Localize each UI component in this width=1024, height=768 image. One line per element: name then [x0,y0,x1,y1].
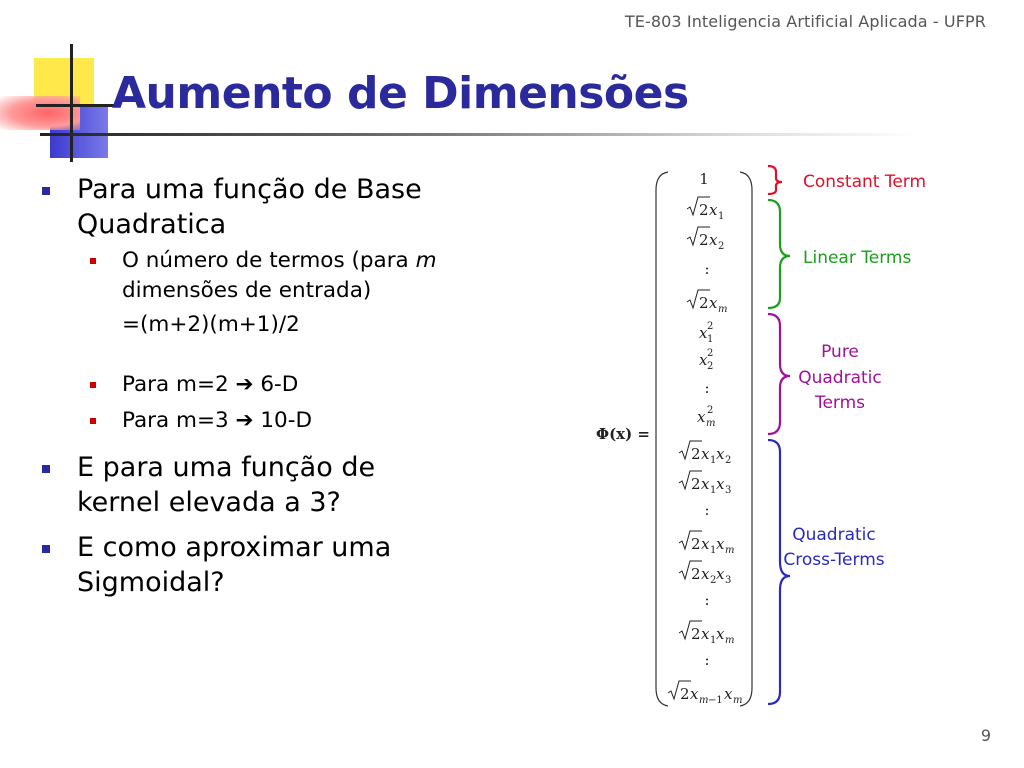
svg-text:3: 3 [725,485,732,496]
label-cross-1: Quadratic [792,525,876,545]
svg-text:2: 2 [707,348,714,359]
svg-text:x: x [716,565,725,583]
svg-text:x: x [699,351,708,369]
bullet-square-icon [42,187,50,195]
svg-text:2: 2 [699,294,709,312]
dots-4: : [704,591,710,609]
arrow-right-icon: ➔ [235,372,254,397]
svg-text:1: 1 [710,485,717,496]
svg-text:m: m [699,695,709,706]
svg-text:2: 2 [691,625,701,643]
bullet-sigmoid: E como aproximar uma Sigmoidal? [40,530,510,600]
svg-text:x: x [690,685,699,703]
entry-x2-squared [699,348,713,372]
entry-sqrt2-x1x2 [679,441,731,466]
label-pure-3: Terms [814,393,866,413]
vector-entries [668,170,742,706]
sub-bullets [77,246,510,436]
svg-text:m: m [725,635,735,646]
bullet-square-icon [42,545,50,553]
bullet-list [40,172,510,610]
entry-xm-squared [697,405,715,429]
svg-text:m: m [706,418,716,429]
sub-bullet-m2: Para m=2 ➔ 6-D [77,370,510,400]
svg-text:x: x [701,625,710,643]
svg-text:x: x [709,294,718,312]
brace-pure [768,314,790,434]
svg-text:x: x [709,201,718,219]
svg-text:x: x [709,231,718,249]
phi-lhs: Φ(x) = [596,425,650,443]
svg-text:x: x [701,565,710,583]
bullet-cubic-kernel: E para uma função de kernel elevada a 3? [40,450,510,520]
dots-2: : [704,379,710,397]
svg-text:2: 2 [691,445,701,463]
label-linear-terms: Linear Terms [803,248,912,268]
sub-bullet-term-count: O número de termos (para m dimensões de entrada) [77,246,510,306]
entry-sqrt2-x1x3 [679,471,731,496]
svg-text:m: m [718,304,728,315]
svg-text:2: 2 [691,565,701,583]
svg-text:x: x [716,535,725,553]
svg-text:2: 2 [707,405,714,416]
svg-text:2: 2 [718,241,725,252]
term-count-formula: =(m+2)(m+1)/2 [122,312,300,337]
sub-bullet-m3: Para m=3 ➔ 10-D [77,406,510,436]
dots-3: : [704,501,710,519]
svg-text:2: 2 [725,455,732,466]
bullet-square-icon [90,258,96,264]
quadratic-basis-figure [590,160,990,720]
svg-text:2: 2 [680,685,690,703]
svg-text:2: 2 [699,201,709,219]
entry-sqrt2-xm [687,290,727,315]
bullet-square-icon [90,382,96,388]
dots-1: : [704,260,710,278]
brace-linear [768,200,790,308]
svg-text:x: x [716,625,725,643]
svg-text:x: x [716,475,725,493]
entry-sqrt2-xm1-xm [668,681,742,706]
bullet-quadratic-basis: Para uma função de Base Quadratica O número de termos (para m dimensões de entrada) =(m+2)(m+1)/2 Para m=2 ➔ 6-D Para m=3 ➔ 10-D [40,172,510,436]
entry-sqrt2-x1xm [679,531,734,556]
svg-text:2: 2 [691,475,701,493]
svg-text:2: 2 [691,535,701,553]
bullet-square-icon [90,418,96,424]
svg-text:1: 1 [710,635,717,646]
entry-sqrt2-x1 [687,197,724,222]
svg-text:x: x [697,408,706,426]
title-divider [40,133,920,136]
header-course-text: TE-803 Inteligencia Artificial Aplicada - UFPR [624,12,986,31]
svg-text:2: 2 [710,575,717,586]
brace-cross [768,440,790,704]
label-pure-2: Quadratic [798,368,882,388]
svg-text:1: 1 [718,211,725,222]
svg-text:2: 2 [699,231,709,249]
svg-text:−1: −1 [708,695,723,706]
svg-text:x: x [701,445,710,463]
page-title: Aumento de Dimensões [112,68,689,119]
svg-text:x: x [701,535,710,553]
entry-one: 1 [699,170,709,188]
dots-5: : [704,651,710,669]
svg-text:x: x [724,685,733,703]
svg-text:1: 1 [710,545,717,556]
brace-constant [768,166,782,194]
label-pure-1: Pure [821,342,859,362]
svg-text:3: 3 [725,575,732,586]
page-number: 9 [980,726,991,745]
left-paren [656,172,668,706]
svg-text:m: m [725,545,735,556]
label-cross-2: Cross-Terms [783,550,885,570]
label-constant-term: Constant Term [803,172,927,192]
svg-text:m: m [733,695,743,706]
svg-text:x: x [716,445,725,463]
entry-sqrt2-x2 [687,227,724,252]
svg-text:1: 1 [710,455,717,466]
svg-text:2: 2 [707,361,714,372]
svg-text:1: 1 [707,334,714,345]
entry-x1-squared [699,321,713,345]
entry-sqrt2-x1xm-b [679,621,734,646]
svg-text:x: x [701,475,710,493]
svg-text:2: 2 [707,321,714,332]
svg-text:x: x [699,324,708,342]
right-paren [740,172,752,706]
bullet-square-icon [42,465,50,473]
arrow-right-icon: ➔ [235,408,254,433]
entry-sqrt2-x2x3 [679,561,731,586]
